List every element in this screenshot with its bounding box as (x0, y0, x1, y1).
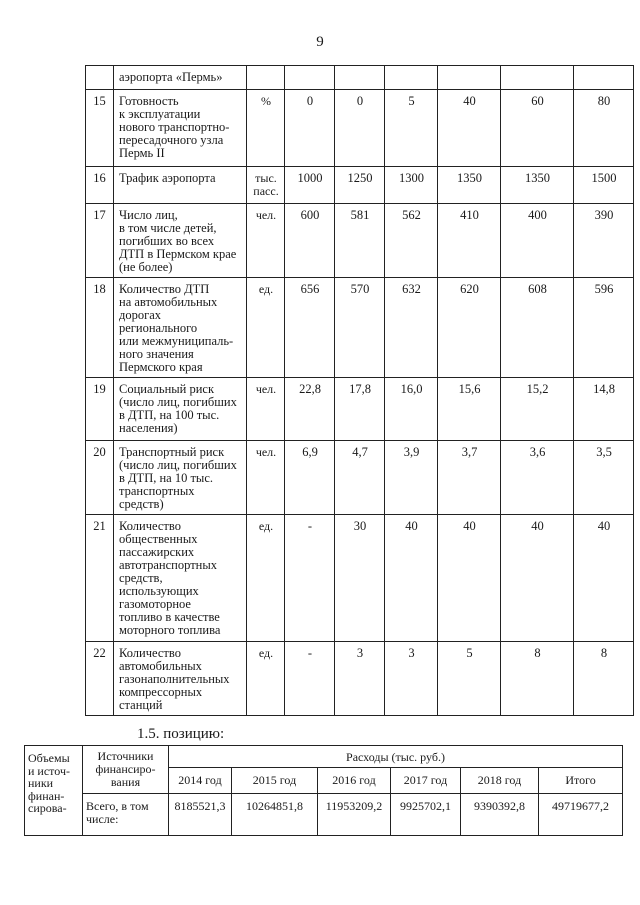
indicator-value: 1000 (285, 167, 335, 204)
indicator-value: 5 (438, 642, 501, 716)
indicator-name: Готовность к эксплуатации нового транспортно- пересадочного узла Пермь II (114, 90, 247, 167)
row-number: 22 (86, 642, 114, 716)
indicator-name: Транспортный риск (число лиц, погибших в ДТП, на 10 тыс. транспортных средств) (114, 441, 247, 515)
indicator-value: 400 (501, 204, 574, 278)
indicator-row (86, 378, 634, 441)
indicator-name: Трафик аэропорта (114, 167, 247, 204)
indicator-value: 1250 (335, 167, 385, 204)
indicator-row (86, 167, 634, 204)
indicator-value: 3,9 (385, 441, 438, 515)
indicator-value: 581 (335, 204, 385, 278)
indicator-row (86, 642, 634, 716)
indicator-value: 6,9 (285, 441, 335, 515)
row-number: 16 (86, 167, 114, 204)
indicator-row (86, 278, 634, 378)
continuation-text: аэропорта «Пермь» (114, 66, 247, 90)
indicator-value: 14,8 (574, 378, 634, 441)
indicator-value: 40 (385, 515, 438, 642)
indicator-value: 1350 (501, 167, 574, 204)
year-header: 2017 год (391, 768, 461, 794)
indicator-value: 22,8 (285, 378, 335, 441)
total-value: 9390392,8 (461, 794, 539, 836)
total-value: 10264851,8 (232, 794, 318, 836)
indicator-value: 608 (501, 278, 574, 378)
unit: % (247, 90, 285, 167)
indicator-value: 1500 (574, 167, 634, 204)
indicator-value: 4,7 (335, 441, 385, 515)
indicator-value: 656 (285, 278, 335, 378)
indicator-value: 3,6 (501, 441, 574, 515)
indicator-value: 15,6 (438, 378, 501, 441)
row-number: 21 (86, 515, 114, 642)
indicators-table (85, 65, 634, 716)
indicator-value: 596 (574, 278, 634, 378)
indicator-value: 1350 (438, 167, 501, 204)
row-number: 18 (86, 278, 114, 378)
year-header: 2016 год (318, 768, 391, 794)
unit: ед. (247, 642, 285, 716)
indicator-value: 40 (438, 90, 501, 167)
indicator-value: 3,7 (438, 441, 501, 515)
row-number: 19 (86, 378, 114, 441)
unit: тыс. пасс. (247, 167, 285, 204)
unit: чел. (247, 204, 285, 278)
continuation-row (86, 66, 634, 90)
year-header: 2018 год (461, 768, 539, 794)
indicator-value: - (285, 642, 335, 716)
indicator-value: 60 (501, 90, 574, 167)
indicator-name: Количество ДТП на автомобильных дорогах регионального или межмуниципаль- ного значения Пермского края (114, 278, 247, 378)
indicator-value: 40 (501, 515, 574, 642)
indicator-value: 40 (574, 515, 634, 642)
indicator-name: Количество общественных пассажирских автотранспортных средств, использующих газомоторное топливо в качестве моторного топлива (114, 515, 247, 642)
indicator-row (86, 515, 634, 642)
indicator-row (86, 204, 634, 278)
indicator-value: 620 (438, 278, 501, 378)
indicator-name: Число лиц, в том числе детей, погибших во всех ДТП в Пермском крае (не более) (114, 204, 247, 278)
indicator-value: 410 (438, 204, 501, 278)
indicator-value: 390 (574, 204, 634, 278)
indicator-value: 562 (385, 204, 438, 278)
unit: чел. (247, 378, 285, 441)
indicator-row (86, 441, 634, 515)
total-header: Итого (539, 768, 623, 794)
indicator-value: 600 (285, 204, 335, 278)
indicator-value: 1300 (385, 167, 438, 204)
total-value: 11953209,2 (318, 794, 391, 836)
indicator-value: 15,2 (501, 378, 574, 441)
row-number: 20 (86, 441, 114, 515)
total-value: 8185521,3 (169, 794, 232, 836)
indicator-value: 5 (385, 90, 438, 167)
expenses-header: Расходы (тыс. руб.) (169, 746, 623, 768)
indicator-value: 3 (385, 642, 438, 716)
indicator-value: 0 (335, 90, 385, 167)
row-number: 15 (86, 90, 114, 167)
total-value: 9925702,1 (391, 794, 461, 836)
section-heading: 1.5. позицию: (137, 726, 225, 742)
finance-table (24, 745, 623, 836)
total-value: 49719677,2 (539, 794, 623, 836)
year-header: 2014 год (169, 768, 232, 794)
indicator-value: 3 (335, 642, 385, 716)
indicator-row (86, 90, 634, 167)
unit: ед. (247, 515, 285, 642)
indicator-value: 30 (335, 515, 385, 642)
indicator-value: - (285, 515, 335, 642)
indicator-name: Социальный риск (число лиц, погибших в ДТП, на 100 тыс. населения) (114, 378, 247, 441)
indicator-value: 570 (335, 278, 385, 378)
unit: чел. (247, 441, 285, 515)
unit: ед. (247, 278, 285, 378)
indicator-name: Количество автомобильных газонаполнительных компрессорных станций (114, 642, 247, 716)
total-label: Всего, в том числе: (83, 794, 169, 836)
indicator-value: 80 (574, 90, 634, 167)
year-header: 2015 год (232, 768, 318, 794)
indicator-value: 8 (501, 642, 574, 716)
sources-header: Источники финансиро- вания (83, 746, 169, 794)
row-number: 17 (86, 204, 114, 278)
indicator-value: 17,8 (335, 378, 385, 441)
indicator-value: 16,0 (385, 378, 438, 441)
indicator-value: 3,5 (574, 441, 634, 515)
indicator-value: 632 (385, 278, 438, 378)
indicator-value: 40 (438, 515, 501, 642)
indicator-value: 8 (574, 642, 634, 716)
page-number: 9 (316, 34, 324, 50)
finance-row-label: Объемы и источ- ники финан- сирова- (25, 746, 83, 836)
indicator-value: 0 (285, 90, 335, 167)
